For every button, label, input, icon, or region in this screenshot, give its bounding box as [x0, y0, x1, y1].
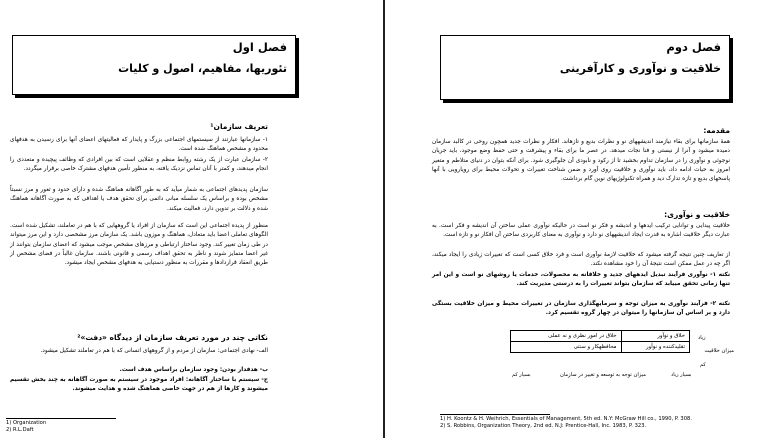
chapter-one-number: فصل اول — [232, 40, 287, 54]
footnote: 1) H. Koontz & H. Weihrich, Essentials of Management, 5th ed. N.Y: McGraw Hill co., 1990, P. 308. — [440, 416, 692, 422]
footnotes — [440, 416, 740, 430]
matrix-cell: خلاق و نوآور — [621, 331, 689, 342]
left-page — [0, 0, 380, 438]
organization-definition-heading: تعریف سازمان¹ — [210, 122, 268, 131]
paragraph: منظور از پدیده اجتماعی این است که سازمان از افراد یا گروههایی که با هم در تعاملند، تشکیل شده است. الگوهای تعاملی اعضا باید متعادل، هماهنگ و موزون باشد. یک سازمان مرز مشخصی دارد و این مرز میتواند در طی زمان تغییر کند. وجود ساختار ارتباطی و مرزهای مشخص موجب میشود که اعضای سازمان بتوانند از غیر اعضا متمایز شوند و ناظر به تحقق اهداف رسمی و قانونی باشند. سازمان غالباً در فضای مشخص از طریق انعقاد قراردادها و مقررات به منظور دستیابی به هدفهای مشخص ایجاد میشود. — [10, 223, 268, 267]
matrix-cell: محافظهکار و سنتی — [511, 342, 622, 353]
note-two: نکته ۲- فرآیند نوآوری به میزان توجه و سرمایهگذاری سازمان در تغییرات محیط و میزان خلاقیت بستگی دارد و بر اساس آن سازمانها را میتوان در چهار گروه تقسیم کرد. — [432, 301, 731, 317]
chapter-one-title: تئوریها، مفاهیم، اصول و کلیات — [118, 62, 287, 75]
y-axis-label: میزان خلاقیت — [704, 348, 734, 354]
paragraph: الف- نهادی اجتماعی: سازمان از مردم و از گروههای انسانی که با هم در تعاملند تشکیل میشود. — [40, 348, 268, 354]
paragraph: ۱- سازمانها عبارتند از سیستمهای اجتماعی بزرگ و پایدار که فعالیتهای اعضای آنها برای رسیدن به هدفهای محدود و مشخص هماهنگ شده است. — [10, 137, 268, 153]
footnotes — [6, 420, 206, 434]
x-axis-low: بسیار کم — [512, 372, 531, 378]
paragraph: همهٔ سازمانها برای بقاء نیازمند اندیشههای نو و نظرات بدیع و تازهاند. افکار و نظرات جدید همچون روحی در کالبد سازمان دمیده میشود و آنرا از نیستی و فنا نجات میدهد. در عصر ما برای بقاء و پیشرفت و حتی حفظ وضع موجود، باید جریان نوجوئی و نوآوری را در سازمان تداوم بخشید تا از رکود و نابودی آن جلوگیری شود. برای آنکه بتوان در دنیای متلاطم و متغیر امروز به حیات ادامه داد، باید نوآوری و خلاقیت روی آورد و ضمن شناخت تغییرات و تحولات محیط برای رویارویی با آنها پاسخهای بدیع و تازه تدارک دید و همراه تکنولوژیهای نوین گام برداشت. — [432, 139, 730, 183]
chapter-one-box — [12, 35, 296, 95]
daft-definition-heading: نکاتی چند در مورد تعریف سازمان از دیدگاه «دفت»² — [77, 333, 268, 342]
creativity-matrix — [510, 330, 690, 353]
footnote: 2) R.L.Daft — [6, 426, 34, 433]
paragraph: ۲- سازمان عبارت از یک رشته روابط منظم و عقلایی است که بین افرادی که وظائف پیچیده و متعددی را انجام میدهند، و کمتر با آنان تماس نزدیک یافته، به منظور تأمین هدفهای مشترک خاصی برقرار میگردد. — [10, 157, 268, 173]
y-axis-low: کم — [700, 362, 706, 368]
footnote: 2) S. Robbins, Organization Theory, 2nd ed. N.J: Prentice-Hall, Inc. 1983, P. 323. — [440, 422, 647, 429]
creativity-heading: خلاقیت و نوآوری: — [664, 210, 730, 219]
note-one: نکته ۱- نوآوری فرآیند تبدیل ایدههای جدید و خلاقانه به محصولات، خدمات یا روشهای نو است و این امر تنها زمانی تحقق مییابد که سازمان بتواند تغییرات را به درستی مدیریت کند. — [432, 272, 730, 288]
paragraph: خلاقیت پیدایی و توانایی ترکیب ایدهها و اندیشه و فکر نو است در حالیکه نوآوری عملی ساختن آن اندیشه و فکر است. به عبارت دیگر خلاقیت اشاره به قدرت ایجاد اندیشههای نو دارد و نوآوری به معنای کاربردی ساختن آن افکار نو و تازه است. — [432, 223, 730, 239]
footnote-rule — [440, 414, 550, 415]
chapter-two-title: خلاقیت و نوآوری و کارآفرینی — [559, 62, 721, 75]
matrix-cell: تقلیدکننده و نوآور — [621, 342, 689, 353]
page-divider — [383, 0, 385, 438]
paragraph: ج- سیستم با ساختار آگاهانه: افراد موجود در سیستم به صورت آگاهانه به چند بخش تقسیم میشوند و کارها از هم در جهت خاصی هماهنگ شده و هدایت میشوند. — [10, 377, 268, 393]
footnote-rule — [6, 418, 116, 419]
chapter-two-number: فصل دوم — [666, 40, 721, 54]
matrix-cell: خلاق در امور نظری و نه عملی — [511, 331, 622, 342]
paragraph: ب- هدفدار بودن: وجود سازمان براساس هدف است. — [119, 367, 268, 373]
x-axis-high: بسیار زیاد — [671, 372, 692, 378]
chapter-two-box — [440, 35, 730, 100]
x-axis-label: میزان توجه به توسعه و تغییر در سازمان — [560, 372, 646, 378]
footnote: 1) Organization — [6, 420, 47, 426]
paragraph: سازمان پدیدهای اجتماعی به شمار میآید که به طور آگاهانه هماهنگ شده و دارای حدود و ثغور و مرز نسبتاً مشخص بوده و براساس یک سلسله مبانی دائمی برای تحقق هدف یا اهدافی که به صورت آگاهانه هماهنگ شده و دلالت بر تدوین دارد، فعالیت میکند. — [10, 187, 268, 212]
y-axis-high: زیاد — [698, 335, 706, 341]
introduction-heading: مقدمه: — [703, 126, 730, 135]
right-page — [388, 0, 768, 438]
paragraph: از تعاریف چنین نتیجه گرفته میشود که خلاقیت لازمهٔ نوآوری است و فرد خلاق کسی است که تغییرات زیادی را ایجاد میکند، اگر چه در عمل ممکن است نتیجهٔ آن را خود مشاهده نکند. — [432, 252, 730, 268]
